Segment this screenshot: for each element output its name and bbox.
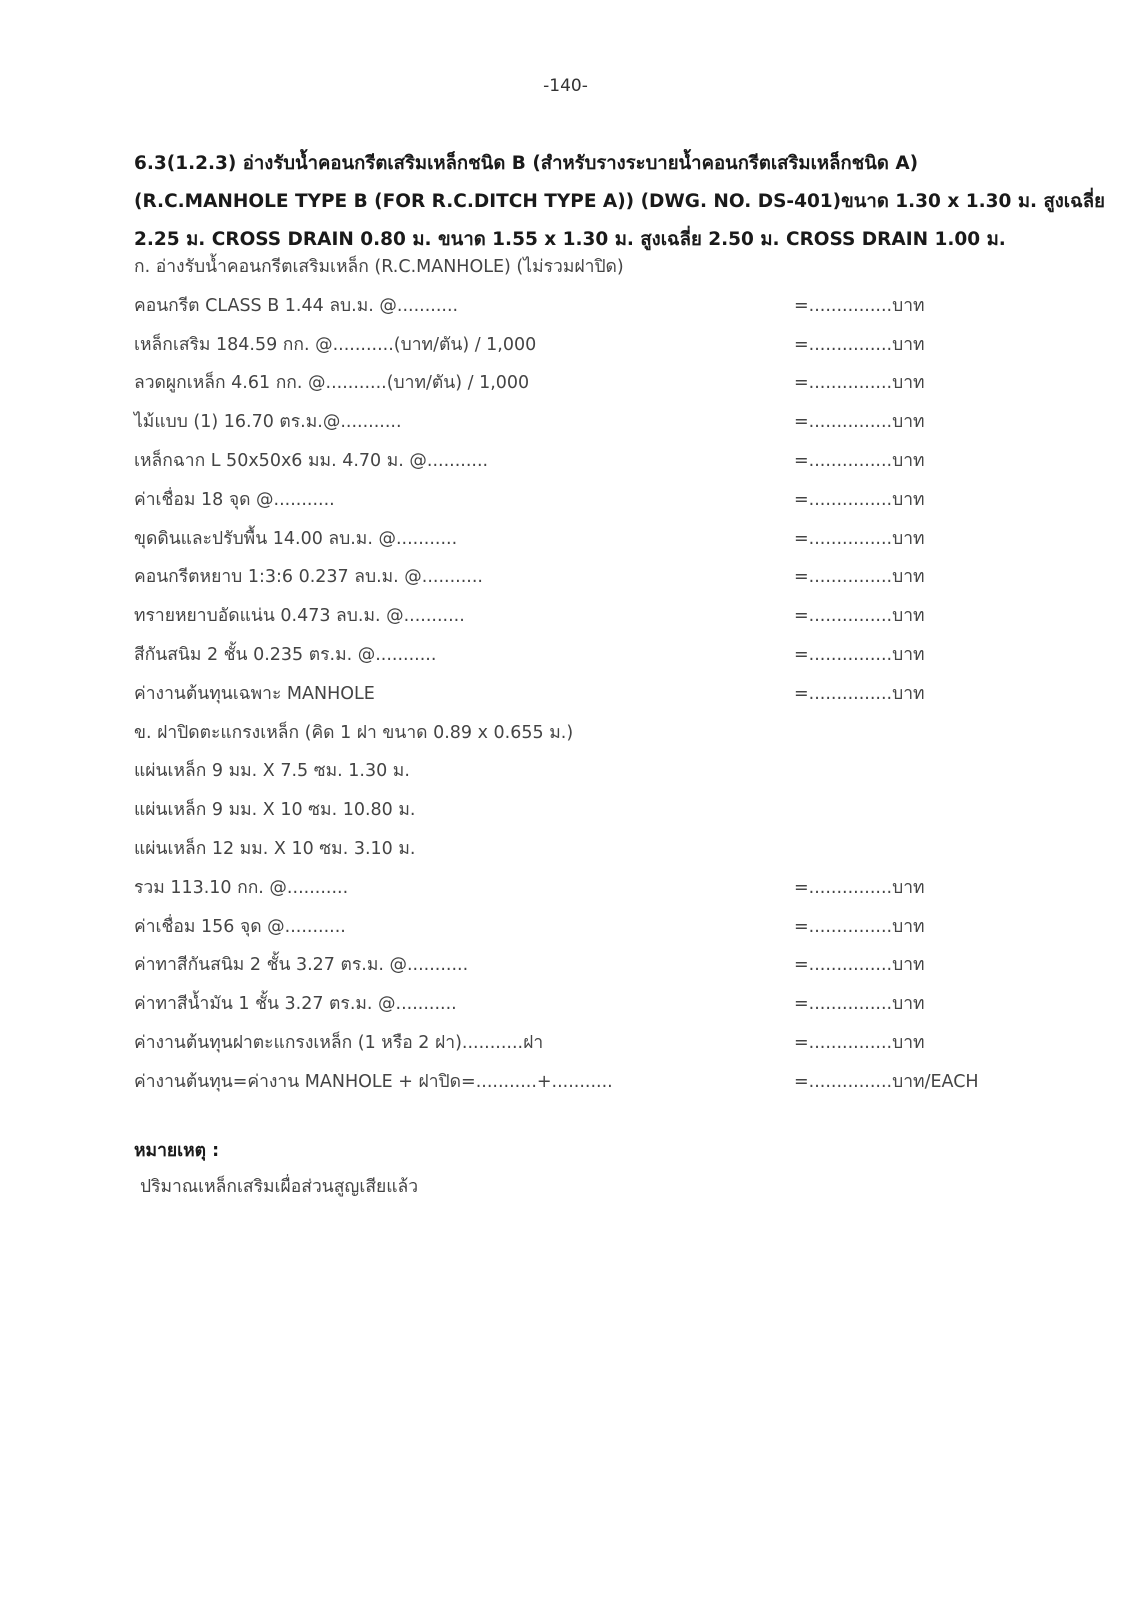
item-amount: =...............บาท — [794, 528, 925, 549]
heading-line-2: (R.C.MANHOLE TYPE B (FOR R.C.DITCH TYPE A)) (DWG. NO. DS-401)ขนาด 1.30 x 1.30 ม. สูงเฉลี่ย — [134, 191, 1105, 212]
item-description: สีกันสนิม 2 ชั้น 0.235 ตร.ม. @........... — [134, 644, 437, 665]
subsection-b-title — [134, 714, 1014, 753]
item-description: ค่างานต้นทุนฝาตะแกรงเหล็ก (1 หรือ 2 ฝา)...........ฝา — [134, 1032, 544, 1053]
cost-item-row — [134, 558, 1014, 597]
item-amount: =...............บาท — [794, 1032, 925, 1053]
cost-item-row — [134, 752, 1014, 791]
item-description: ค่าเชื่อม 156 จุด @........... — [134, 916, 346, 937]
cost-item-row — [134, 520, 1014, 559]
item-description: เหล็กฉาก L 50x50x6 มม. 4.70 ม. @........... — [134, 450, 489, 471]
manhole-subtotal-row — [134, 675, 1014, 714]
item-amount: =...............บาท/EACH — [794, 1071, 979, 1092]
item-description: ก. อ่างรับน้ำคอนกรีตเสริมเหล็ก (R.C.MANHOLE) (ไม่รวมฝาปิด) — [134, 257, 624, 277]
item-amount: =...............บาท — [794, 916, 925, 937]
heading-line-1: 6.3(1.2.3) อ่างรับน้ำคอนกรีตเสริมเหล็กชนิด B (สำหรับรางระบายน้ำคอนกรีตเสริมเหล็กชนิด A) — [134, 153, 919, 174]
subsection-a-title — [134, 248, 1014, 287]
item-amount: =...............บาท — [794, 644, 925, 665]
note-title: หมายเหตุ : — [134, 1141, 220, 1161]
item-amount: =...............บาท — [794, 877, 925, 898]
note-text: ปริมาณเหล็กเสริมเผื่อส่วนสูญเสียแล้ว — [140, 1177, 419, 1197]
item-description: คอนกรีต CLASS B 1.44 ลบ.ม. @........... — [134, 295, 459, 316]
grand-total-row — [134, 1063, 1014, 1102]
item-description: รวม 113.10 กก. @........... — [134, 877, 349, 898]
item-description: คอนกรีตหยาบ 1:3:6 0.237 ลบ.ม. @........... — [134, 567, 483, 588]
item-description: ทรายหยาบอัดแน่น 0.473 ลบ.ม. @........... — [134, 606, 465, 627]
item-amount: =...............บาท — [794, 955, 925, 976]
item-description: เหล็กเสริม 184.59 กก. @...........(บาท/ตัน) / 1,000 — [134, 334, 537, 355]
item-amount: =...............บาท — [794, 373, 925, 394]
section-heading — [134, 145, 1105, 259]
item-description: แผ่นเหล็ก 9 มม. X 7.5 ซม. 1.30 ม. — [134, 761, 410, 782]
item-description: ค่าเชื่อม 18 จุด @........... — [134, 489, 335, 510]
item-amount: =...............บาท — [794, 450, 925, 471]
item-description: ข. ฝาปิดตะแกรงเหล็ก (คิด 1 ฝา ขนาด 0.89 x 0.655 ม.) — [134, 722, 574, 743]
cost-item-row — [134, 287, 1014, 326]
cover-subtotal-row — [134, 1024, 1014, 1063]
cost-item-row — [134, 442, 1014, 481]
cost-item-row — [134, 830, 1014, 869]
item-amount: =...............บาท — [794, 412, 925, 433]
cost-item-list — [134, 248, 1014, 1102]
item-description: ไม้แบบ (1) 16.70 ตร.ม.@........... — [134, 412, 402, 433]
item-description: แผ่นเหล็ก 9 มม. X 10 ซม. 10.80 ม. — [134, 800, 416, 821]
item-description: ค่างานต้นทุน=ค่างาน MANHOLE + ฝาปิด=...........+........... — [134, 1071, 613, 1092]
cost-item-row — [134, 481, 1014, 520]
item-amount: =...............บาท — [794, 334, 925, 355]
item-description: ค่าทาสีน้ำมัน 1 ชั้น 3.27 ตร.ม. @........... — [134, 994, 457, 1015]
cost-item-row — [134, 791, 1014, 830]
cost-item-row — [134, 869, 1014, 908]
cost-item-row — [134, 403, 1014, 442]
cost-item-row — [134, 636, 1014, 675]
item-description: ค่างานต้นทุนเฉพาะ MANHOLE — [134, 683, 375, 704]
item-amount: =...............บาท — [794, 567, 925, 588]
item-amount: =...............บาท — [794, 606, 925, 627]
cost-item-row — [134, 597, 1014, 636]
cost-item-row — [134, 985, 1014, 1024]
item-description: ค่าทาสีกันสนิม 2 ชั้น 3.27 ตร.ม. @........... — [134, 955, 469, 976]
page-number: -140- — [543, 76, 588, 96]
item-amount: =...............บาท — [794, 683, 925, 704]
heading-line-3: 2.25 ม. CROSS DRAIN 0.80 ม. ขนาด 1.55 x 1.30 ม. สูงเฉลี่ย 2.50 ม. CROSS DRAIN 1.00 ม. — [134, 229, 1006, 250]
item-amount: =...............บาท — [794, 489, 925, 510]
cost-item-row — [134, 364, 1014, 403]
cost-item-row — [134, 908, 1014, 947]
item-description: ขุดดินและปรับพื้น 14.00 ลบ.ม. @........... — [134, 528, 458, 549]
cost-item-row — [134, 326, 1014, 365]
item-description: ลวดผูกเหล็ก 4.61 กก. @...........(บาท/ตัน) / 1,000 — [134, 373, 530, 394]
item-amount: =...............บาท — [794, 994, 925, 1015]
item-description: แผ่นเหล็ก 12 มม. X 10 ซม. 3.10 ม. — [134, 838, 416, 859]
item-amount: =...............บาท — [794, 295, 925, 316]
cost-item-row — [134, 946, 1014, 985]
